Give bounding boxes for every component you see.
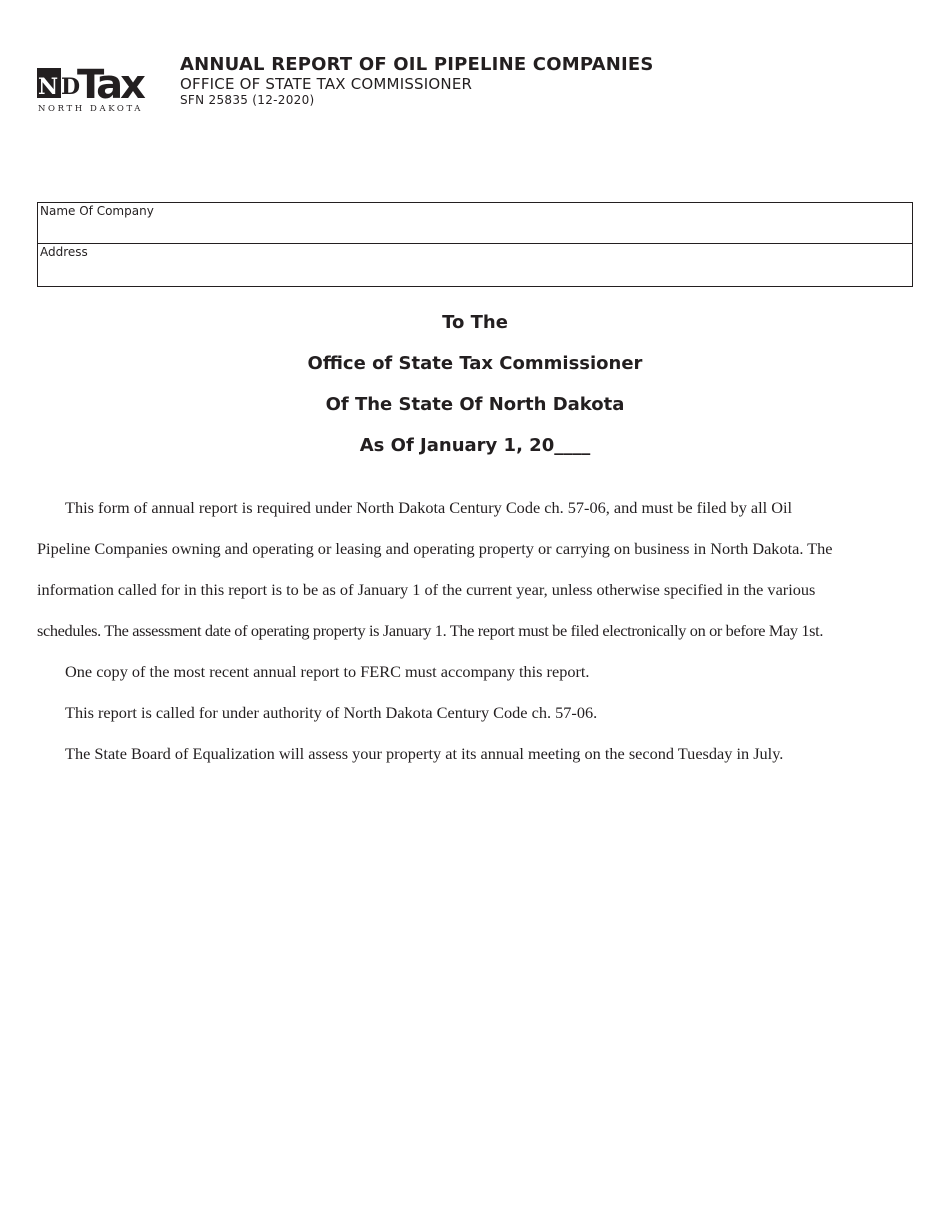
- address-field: [38, 244, 912, 286]
- company-name-label: Name Of Company: [40, 204, 154, 218]
- company-name-field: [38, 203, 912, 244]
- form-number: SFN 25835 (12-2020): [180, 93, 315, 107]
- ferc-copy-note: One copy of the most recent annual report to FERC must accompany this report.: [65, 662, 590, 681]
- intro-line-3: information called for in this report is to be as of January 1 of the current year, unless otherwise specified in the various: [37, 580, 816, 599]
- svg-text:NORTH DAKOTA: NORTH DAKOTA: [38, 104, 144, 114]
- intro-line-4: schedules. The assessment date of operating property is January 1. The report must be filed electronically on or before May 1st.: [37, 621, 824, 640]
- svg-text:D: D: [61, 74, 81, 100]
- intro-line-1: This form of annual report is required under North Dakota Century Code ch. 57-06, and must be filed by all Oil: [65, 498, 793, 517]
- svg-text:Tax: Tax: [77, 62, 143, 108]
- address-input[interactable]: [40, 263, 908, 283]
- heading-as-of-date: As Of January 1, 20____: [359, 435, 591, 456]
- company-name-input[interactable]: [40, 220, 908, 240]
- authority-note: This report is called for under authority of North Dakota Century Code ch. 57-06.: [65, 703, 598, 722]
- heading-to-the: To The: [442, 312, 508, 333]
- company-info-box: [37, 202, 913, 287]
- heading-state: Of The State Of North Dakota: [325, 394, 625, 415]
- intro-line-2: Pipeline Companies owning and operating or leasing and operating property or carrying on business in North Dakota. The: [37, 539, 833, 558]
- report-title: ANNUAL REPORT OF OIL PIPELINE COMPANIES: [180, 54, 654, 75]
- heading-office: Office of State Tax Commissioner: [307, 353, 643, 374]
- address-label: Address: [40, 245, 88, 259]
- office-name: OFFICE OF STATE TAX COMMISSIONER: [180, 75, 473, 93]
- board-note: The State Board of Equalization will assess your property at its annual meeting on the second Tuesday in July.: [65, 744, 784, 763]
- nd-tax-logo: [37, 54, 150, 114]
- svg-text:N: N: [38, 74, 59, 100]
